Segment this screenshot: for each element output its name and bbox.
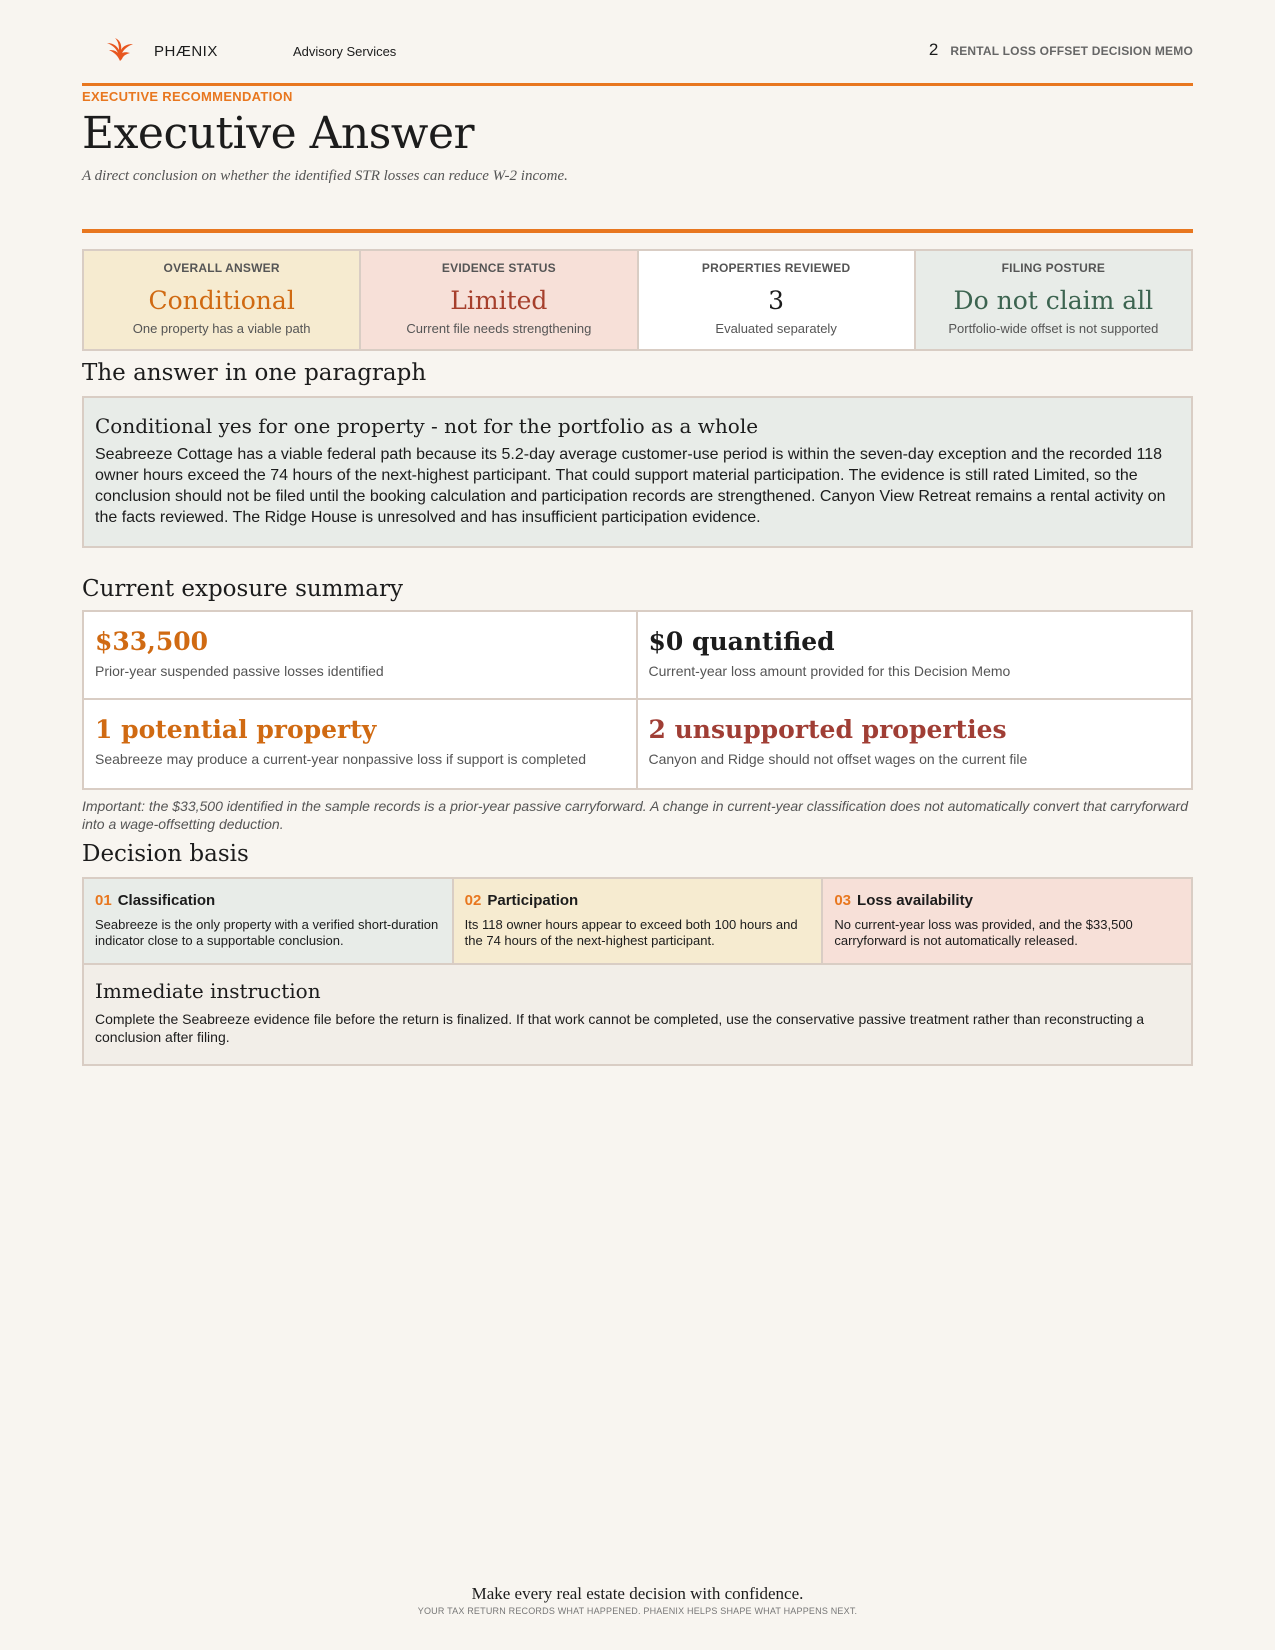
exposure-value: 2 unsupported properties xyxy=(648,715,1007,745)
basis-item-heading xyxy=(95,892,441,909)
basis-item-title: Classification xyxy=(117,892,216,910)
instruction-text: Complete the Seabreeze evidence file before the return is finalized. If that work cannot be completed, use the conservative passive treatment rather than reconstructing a conclusion after filing. xyxy=(95,1011,1145,1046)
basis-item-participation xyxy=(454,879,824,963)
basis-item-text: Its 118 owner hours appear to exceed both 100 hours and the 74 hours of the next-highest participant. xyxy=(464,917,798,949)
kpi-filing-posture xyxy=(916,251,1191,349)
basis-item-text: Seabreeze is the only property with a verified short-duration indicator close to a supportable conclusion. xyxy=(95,917,439,949)
basis-item-number: 02 xyxy=(464,892,482,910)
kpi-value: Limited xyxy=(450,286,548,316)
kpi-label: EVIDENCE STATUS xyxy=(441,261,556,276)
exposure-cell xyxy=(638,700,1192,788)
basis-item-text: No current-year loss was provided, and the $33,500 carryforward is not automatically released. xyxy=(834,917,1133,949)
basis-item-title: Loss availability xyxy=(857,892,973,910)
answer-body: Seabreeze Cottage has a viable federal path because its 5.2-day average customer-use period is within the seven-day exception and the recorded 118 owner hours exceed the 74 hours of the next-highest participant. That could support material participation. The evidence is still rated Limited, so the conclusion should not be filed until the booking calculation and participation records are strengthened. Canyon View Retreat remains a rental activity on the facts reviewed. The Ridge House is unresolved and has insufficient participation evidence. xyxy=(95,446,1166,527)
doc-meta xyxy=(929,40,1193,60)
kpi-label: PROPERTIES REVIEWED xyxy=(701,261,851,276)
exposure-cell xyxy=(84,700,638,788)
answer-title: Conditional yes for one property - not for the portfolio as a whole xyxy=(95,414,759,439)
exposure-value: 1 potential property xyxy=(95,715,377,745)
exposure-cell xyxy=(84,612,638,700)
brand-services: Advisory Services xyxy=(293,44,397,59)
basis-item-number: 03 xyxy=(834,892,852,910)
divider-rule xyxy=(82,229,1193,233)
exposure-heading: Current exposure summary xyxy=(82,576,404,603)
kpi-properties-reviewed xyxy=(639,251,916,349)
page-number: 2 xyxy=(928,40,939,59)
footer-subline: YOUR TAX RETURN RECORDS WHAT HAPPENED. PHAENIX HELPS SHAPE WHAT HAPPENS NEXT. xyxy=(417,1606,858,1616)
exposure-description: Canyon and Ridge should not offset wages on the current file xyxy=(648,751,1028,768)
memo-page xyxy=(82,0,1193,1066)
exposure-description: Current-year loss amount provided for this Decision Memo xyxy=(648,663,1011,680)
kpi-evidence-status xyxy=(361,251,638,349)
exposure-value: $0 quantified xyxy=(648,627,835,657)
document-title: RENTAL LOSS OFFSET DECISION MEMO xyxy=(950,44,1193,58)
basis-item-classification xyxy=(84,879,454,963)
page-header xyxy=(82,0,1193,86)
basis-item-heading xyxy=(834,892,1180,909)
brand-name: PHÆNIX xyxy=(154,43,218,60)
basis-heading: Decision basis xyxy=(82,841,249,868)
page-footer xyxy=(0,1584,1275,1616)
kpi-value: Conditional xyxy=(148,286,295,316)
section-kicker: EXECUTIVE RECOMMENDATION xyxy=(82,89,293,104)
basis-item-number: 01 xyxy=(95,892,112,910)
basis-item-heading xyxy=(465,892,811,909)
answer-box xyxy=(82,396,1193,548)
basis-row xyxy=(84,879,1191,965)
basis-item-title: Participation xyxy=(487,892,579,910)
exposure-grid xyxy=(82,610,1193,790)
phoenix-logo-icon xyxy=(106,37,134,63)
kpi-description: Evaluated separately xyxy=(715,320,837,336)
kpi-description: One property has a viable path xyxy=(132,320,311,336)
kpi-label: FILING POSTURE xyxy=(1001,261,1106,276)
kpi-label: OVERALL ANSWER xyxy=(163,261,280,276)
kpi-value: Do not claim all xyxy=(953,286,1154,316)
kpi-description: Current file needs strengthening xyxy=(406,320,592,336)
exposure-description: Prior-year suspended passive losses identified xyxy=(95,663,384,680)
kpi-value: 3 xyxy=(768,286,785,316)
page-subtitle: A direct conclusion on whether the identified STR losses can reduce W-2 income. xyxy=(82,168,568,185)
basis-item-loss-availability xyxy=(823,879,1191,963)
instruction-title: Immediate instruction xyxy=(95,979,321,1004)
exposure-cell xyxy=(638,612,1192,700)
exposure-description: Seabreeze may produce a current-year nonpassive loss if support is completed xyxy=(95,751,587,768)
immediate-instruction xyxy=(84,965,1191,1064)
kpi-description: Portfolio-wide offset is not supported xyxy=(948,320,1159,336)
footer-tagline: Make every real estate decision with confidence. xyxy=(471,1584,804,1603)
page-title: Executive Answer xyxy=(82,108,475,159)
kpi-overall-answer xyxy=(84,251,361,349)
decision-basis-panel xyxy=(82,877,1193,1066)
exposure-value: $33,500 xyxy=(95,627,209,657)
kpi-strip xyxy=(82,249,1193,351)
answer-heading: The answer in one paragraph xyxy=(82,360,427,387)
exposure-note: Important: the $33,500 identified in the sample records is a prior-year passive carryforward. A change in current-year classification does not automatically convert that carryforward into a wage-offsetting deduction. xyxy=(82,798,1189,833)
